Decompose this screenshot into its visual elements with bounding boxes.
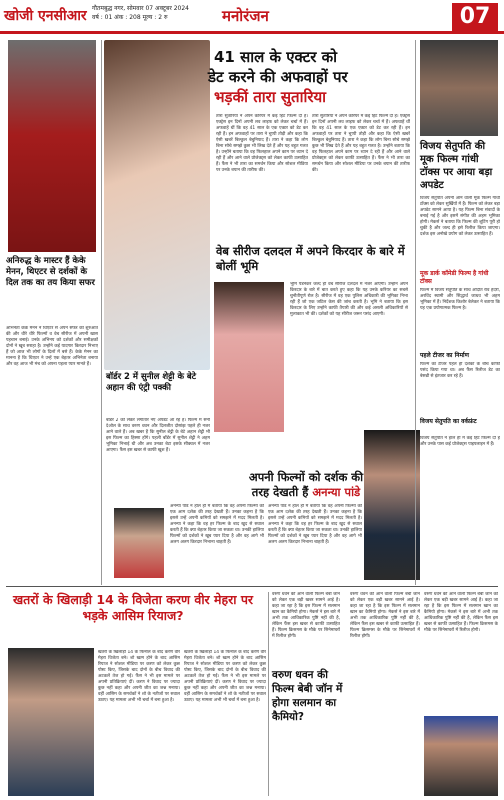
- ananya-photo: [364, 430, 420, 580]
- varun-body-top: वरुण धवन की आने वाली फिल्म बेबी जॉन को लेकर एक बड़ी खबर सामने आई है। कहा जा रहा है कि इस फिल्म में सलमान खान का कैमियो होगा। मेकर्स ने इस बारे में अभी तक आधिकारिक पुष्टि नहीं की है, लेकिन फैंस इस खबर से काफी उत्साहित हैं। फिल्म क्रिसमस के मौके पर सिनेमाघरों में रिलीज होगी।: [272, 592, 340, 639]
- khatron-body-col1: खतरों के खिलाड़ी 14 के फिनाले के बाद करण वीर मेहरा विजेता बने। शो खत्म होने के बाद आसिम रियाज ने सोशल मीडिया पर करण को लेकर कुछ पोस्ट किए, जिसके बाद दोनों के बीच विवाद की अटकलें तेज हो गईं। फैंस ने भी इस मामले पर अपनी प्रतिक्रियाएं दीं। करण ने विवाद पर ज्यादा कुछ नहीं कहा और अपनी जीत का जश्न मनाया। वहीं आसिम के समर्थकों ने शो के नतीजों पर सवाल उठाए। यह मामला अभी भी चर्चा में बना हुआ है।: [98, 650, 180, 703]
- shetty-body: बॉर्डर 2 को लेकर लगातार नए अपडेट आ रहे हैं। फिल्म में सनी देओल के साथ वरुण धवन और दिलजीत दोसांझ पहले ही नजर आने वाले हैं। अब खबर है कि सुनील शेट्टी के बेटे अहान शेट्टी भी इस फिल्म का हिस्सा होंगे। पहली बॉर्डर में सुनील शेट्टी ने अहम भूमिका निभाई थी और अब उनका बेटा इसके सीक्वल में नजर आएगा। फैंस इस खबर से काफी खुश हैं।: [106, 418, 210, 453]
- vijay-sub2-headline: पहले टीजर का निर्माण: [420, 352, 469, 359]
- ananya-body-col1: अनन्या पांडे ने हाल ही में बताया कि वह अपनी फिल्मों को एक आम दर्शक की तरह देखती हैं। उनका कहना है कि इससे उन्हें अपनी कमियों को समझने में मदद मिलती है। अनन्या ने कहा कि वह हर फिल्म के बाद खुद से सवाल करती हैं कि क्या बेहतर किया जा सकता था। उनकी हालिया फिल्मों को दर्शकों ने खूब प्यार दिया है और वह आगे भी अलग अलग किरदार निभाना चाहती हैं।: [170, 504, 264, 545]
- vijay-photo: [420, 40, 498, 136]
- tara-body-col1: तारा सुतारिया ने अपने करियर में कई हिट फिल्में दी हैं। एक्ट्रेस इन दिनों अपनी लव लाइफ को लेकर चर्चा में हैं। अफवाहें थीं कि वह 41 साल के एक एक्टर को डेट कर रही हैं। इन अफवाहों पर तारा ने चुप्पी तोड़ी और कहा कि ऐसी खबरें बिल्कुल बेबुनियाद हैं। तारा ने कहा कि लोग बिना सोचे समझे कुछ भी लिख देते हैं और यह बहुत गलत है। उन्होंने बताया कि वह फिलहाल अपने काम पर ध्यान दे रही हैं और आने वाले प्रोजेक्ट्स को लेकर काफी उत्साहित हैं। फैंस ने भी तारा का समर्थन किया और सोशल मीडिया पर उनके बयान की तारीफ की।: [216, 114, 308, 173]
- section-rule: [6, 586, 498, 587]
- khatron-headline: खतरों के खिलाड़ी 14 के विजेता करण वीर मेहरा पर भड़के आसिम रियाज?: [12, 592, 254, 623]
- daldal-body: भूमि पेडनेकर जल्द ही वेब सीरीज दलदल में नजर आएंगी। उन्होंने अपने किरदार के बारे में बात करते हुए कहा कि यह उनके करियर का सबसे चुनौतीपूर्ण रोल है। सीरीज में वह एक पुलिस अधिकारी की भूमिका निभा रही हैं जो एक जटिल केस की जांच करती है। भूमि ने बताया कि इस किरदार के लिए उन्होंने काफी तैयारी की और कई असली अधिकारियों से मुलाकात भी की। दर्शकों को यह सीरीज जरूर पसंद आएगी।: [290, 282, 408, 317]
- dateline-date: गौतमबुद्ध नगर, सोमवार 07 अक्टूबर 2024: [92, 5, 189, 12]
- ahan-photo: [114, 508, 164, 578]
- page-number: 07: [452, 3, 498, 31]
- varun-body-col2: वरुण धवन की आने वाली फिल्म बेबी जॉन को लेकर एक बड़ी खबर सामने आई है। कहा जा रहा है कि इस फिल्म में सलमान खान का कैमियो होगा। मेकर्स ने इस बारे में अभी तक आधिकारिक पुष्टि नहीं की है, लेकिन फैंस इस खबर से काफी उत्साहित हैं। फिल्म क्रिसमस के मौके पर सिनेमाघरों में रिलीज होगी।: [350, 592, 420, 639]
- vijay-headline: विजय सेतुपति की मूक फिल्म गांधी टॉक्स पर आया बड़ा अपडेट: [420, 141, 493, 191]
- karan-photo: [8, 648, 94, 796]
- column-rule: [101, 40, 102, 585]
- tara-headline-1: 41 साल के एक्टर को: [214, 48, 338, 66]
- tara-headline-2: डेट करने की अफवाहों पर: [208, 68, 348, 86]
- dateline-issue: वर्ष : 01 अंक : 208 मूल्य : 2 रु: [92, 14, 168, 21]
- newspaper-logo: खोजी एनसीआर: [4, 8, 87, 24]
- vijay-sub3-headline: विजय सेतुपति का वर्कफ्रंट: [420, 418, 477, 425]
- ananya-body-col2: अनन्या पांडे ने हाल ही में बताया कि वह अपनी फिल्मों को एक आम दर्शक की तरह देखती हैं। उनका कहना है कि इससे उन्हें अपनी कमियों को समझने में मदद मिलती है। अनन्या ने कहा कि वह हर फिल्म के बाद खुद से सवाल करती हैं कि क्या बेहतर किया जा सकता था। उनकी हालिया फिल्मों को दर्शकों ने खूब प्यार दिया है और वह आगे भी अलग अलग किरदार निभाना चाहती हैं।: [268, 504, 362, 545]
- vijay-sub1-body: फिल्म में विजय सेतुपति के साथ अदिति राव हैदरी, अरविंद स्वामी और सिद्धार्थ जाधव भी अहम भूमिका में हैं। निर्देशक किशोर बेलेकर ने बताया कि यह एक प्रयोगात्मक फिल्म है।: [420, 288, 500, 311]
- dateline: [92, 4, 242, 22]
- tara-photo: [104, 40, 210, 370]
- ananya-headline-name: अनन्या पांडे: [312, 485, 361, 499]
- kk-menon-body: अभिनेता केके मेनन ने थिएटर से अपने सफर की शुरुआत की और धीरे धीरे फिल्मों व वेब सीरीज में अपनी खास पहचान बनाई। उनके अभिनय को दर्शकों और समीक्षकों दोनों ने खूब सराहा है। उन्होंने कई यादगार किरदार निभाए हैं जो आज भी लोगों के दिलों में बसे हैं। केके मेनन का मानना है कि थिएटर ने उन्हें एक बेहतर अभिनेता बनाया और वह आज भी मंच को अपना पहला प्यार मानते हैं।: [6, 326, 98, 367]
- khatron-body-col2: खतरों के खिलाड़ी 14 के फिनाले के बाद करण वीर मेहरा विजेता बने। शो खत्म होने के बाद आसिम रियाज ने सोशल मीडिया पर करण को लेकर कुछ पोस्ट किए, जिसके बाद दोनों के बीच विवाद की अटकलें तेज हो गईं। फैंस ने भी इस मामले पर अपनी प्रतिक्रियाएं दीं। करण ने विवाद पर ज्यादा कुछ नहीं कहा और अपनी जीत का जश्न मनाया। वहीं आसिम के समर्थकों ने शो के नतीजों पर सवाल उठाए। यह मामला अभी भी चर्चा में बना हुआ है।: [184, 650, 266, 703]
- ananya-headline-1: अपनी फिल्मों को दर्शक की: [248, 470, 364, 484]
- varun-body-col3: वरुण धवन की आने वाली फिल्म बेबी जॉन को लेकर एक बड़ी खबर सामने आई है। कहा जा रहा है कि इस फिल्म में सलमान खान का कैमियो होगा। मेकर्स ने इस बारे में अभी तक आधिकारिक पुष्टि नहीं की है, लेकिन फैंस इस खबर से काफी उत्साहित हैं। फिल्म क्रिसमस के मौके पर सिनेमाघरों में रिलीज होगी।: [424, 592, 498, 633]
- section-title: मनोरंजन: [222, 7, 269, 25]
- ananya-headline-prefix: तरह देखती हैं: [251, 485, 309, 499]
- shetty-headline: बॉर्डर 2 में सुनील शेट्टी के बेटे अहान की एंट्री पक्की: [106, 372, 197, 393]
- column-rule: [268, 592, 269, 796]
- varun-headline: वरुण धवन की फिल्म बेबी जॉन में होगा सलमान का कैमियो?: [272, 669, 343, 723]
- vijay-sub3-body: विजय सेतुपति ने हाल ही में कई हिट फिल्में दी हैं और उनके पास कई प्रोजेक्ट्स पाइपलाइन में हैं।: [420, 436, 500, 447]
- vijay-sub1-headline: मूक डार्क कॉमेडी फिल्म है गांधी टॉक्स: [420, 270, 489, 285]
- kk-menon-headline: अनिरुद्ध के मास्टर हैं केके मेनन, थिएटर से दर्शकों के दिल तक का तय किया सफर: [6, 256, 95, 288]
- tara-body-col2: तारा सुतारिया ने अपने करियर में कई हिट फिल्में दी हैं। एक्ट्रेस इन दिनों अपनी लव लाइफ को लेकर चर्चा में हैं। अफवाहें थीं कि वह 41 साल के एक एक्टर को डेट कर रही हैं। इन अफवाहों पर तारा ने चुप्पी तोड़ी और कहा कि ऐसी खबरें बिल्कुल बेबुनियाद हैं। तारा ने कहा कि लोग बिना सोचे समझे कुछ भी लिख देते हैं और यह बहुत गलत है। उन्होंने बताया कि वह फिलहाल अपने काम पर ध्यान दे रही हैं और आने वाले प्रोजेक्ट्स को लेकर काफी उत्साहित हैं। फैंस ने भी तारा का समर्थन किया और सोशल मीडिया पर उनके बयान की तारीफ की।: [312, 114, 410, 173]
- varun-photo: [424, 716, 498, 796]
- daldal-headline: वेब सीरीज दलदल में अपने किरदार के बारे में बोलीं भूमि: [216, 244, 405, 273]
- column-rule: [415, 40, 416, 585]
- kk-menon-photo: [8, 40, 96, 252]
- tara-headline-3: भड़कीं तारा सुतारिया: [214, 88, 327, 106]
- vijay-sub2-body: फिल्म का टीजर पहले ही दर्शकों के बीच काफी पसंद किया गया था। अब फैंस रिलीज डेट का बेसब्री से इंतजार कर रहे हैं।: [420, 362, 500, 379]
- bhumi-photo: [214, 282, 284, 432]
- vijay-body: विजय सेतुपति अपनी आने वाली मूक फिल्म गांधी टॉक्स को लेकर सुर्खियों में हैं। फिल्म को लेकर बड़ा अपडेट सामने आया है। यह फिल्म बिना संवादों के बनाई गई है और इसमें संगीत की अहम भूमिका होगी। मेकर्स ने बताया कि फिल्म की शूटिंग पूरी हो चुकी है और जल्द ही इसे रिलीज किया जाएगा। दर्शक इस अनोखे प्रयोग को लेकर उत्साहित हैं।: [420, 196, 500, 237]
